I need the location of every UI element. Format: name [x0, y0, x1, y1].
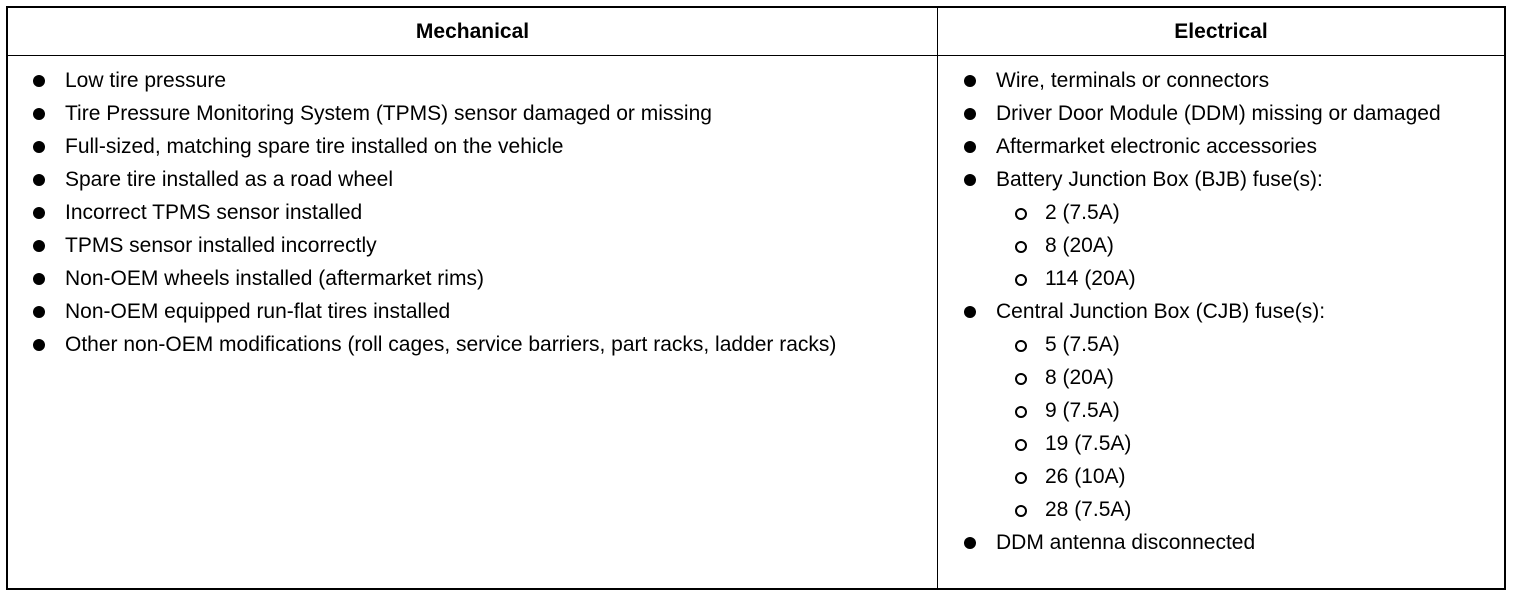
list-item-text: Spare tire installed as a road wheel	[65, 168, 394, 191]
circle-bullet-icon	[1015, 439, 1027, 451]
fuse-item	[996, 429, 1486, 459]
fuse-item-text: 5 (7.5A)	[1045, 333, 1120, 356]
fuse-item-text: 28 (7.5A)	[1045, 498, 1132, 521]
bullet-icon	[964, 75, 976, 87]
electrical-list	[938, 56, 1504, 558]
mechanical-list	[8, 56, 937, 360]
bullet-icon	[33, 339, 45, 351]
bullet-icon	[964, 174, 976, 186]
list-item-text: Incorrect TPMS sensor installed	[65, 201, 363, 224]
circle-bullet-icon	[1015, 406, 1027, 418]
fuse-item-text: 8 (20A)	[1045, 234, 1114, 257]
circle-bullet-icon	[1015, 373, 1027, 385]
circle-bullet-icon	[1015, 274, 1027, 286]
fuse-sublist	[996, 330, 1486, 525]
fuse-item	[996, 396, 1486, 426]
list-item	[8, 66, 937, 96]
list-item-text: Non-OEM wheels installed (aftermarket rims)	[65, 267, 484, 290]
fuse-item-text: 114 (20A)	[1045, 267, 1136, 290]
list-item-text: Non-OEM equipped run-flat tires installed	[65, 300, 451, 323]
table-header-row	[8, 8, 1504, 56]
circle-bullet-icon	[1015, 505, 1027, 517]
fuse-item-text: 2 (7.5A)	[1045, 201, 1120, 224]
fuse-item-text: 26 (10A)	[1045, 465, 1126, 488]
bullet-icon	[33, 141, 45, 153]
list-item	[938, 165, 1504, 294]
list-item-text: Driver Door Module (DDM) missing or damaged	[996, 102, 1441, 125]
diagnostic-table	[6, 6, 1506, 590]
header-mechanical: Mechanical	[415, 20, 530, 43]
fuse-item-text: 19 (7.5A)	[1045, 432, 1132, 455]
list-item-text: Aftermarket electronic accessories	[996, 135, 1317, 158]
fuse-item	[996, 462, 1486, 492]
list-item	[938, 528, 1504, 558]
fuse-item	[996, 198, 1486, 228]
bullet-icon	[33, 207, 45, 219]
list-item	[8, 198, 937, 228]
list-item-text: DDM antenna disconnected	[996, 531, 1256, 554]
fuse-sublist	[996, 198, 1486, 294]
fuse-item	[996, 363, 1486, 393]
circle-bullet-icon	[1015, 472, 1027, 484]
circle-bullet-icon	[1015, 208, 1027, 220]
bullet-icon	[964, 141, 976, 153]
list-item	[8, 330, 937, 360]
list-item-text: Wire, terminals or connectors	[996, 69, 1270, 92]
bullet-icon	[33, 75, 45, 87]
bullet-icon	[33, 174, 45, 186]
list-item	[8, 231, 937, 261]
list-item-text: Full-sized, matching spare tire installed on the vehicle	[65, 135, 564, 158]
list-item-text: Tire Pressure Monitoring System (TPMS) sensor damaged or missing	[65, 102, 712, 125]
bullet-icon	[964, 306, 976, 318]
list-item	[938, 297, 1504, 525]
list-item	[8, 297, 937, 327]
circle-bullet-icon	[1015, 340, 1027, 352]
list-item-text: TPMS sensor installed incorrectly	[65, 234, 377, 257]
list-item-text: Central Junction Box (CJB) fuse(s):	[996, 300, 1326, 323]
electrical-column	[938, 56, 1504, 561]
bullet-icon	[964, 108, 976, 120]
circle-bullet-icon	[1015, 241, 1027, 253]
list-item	[938, 99, 1504, 129]
fuse-item	[996, 231, 1486, 261]
fuse-item-text: 9 (7.5A)	[1045, 399, 1120, 422]
header-electrical: Electrical	[1174, 20, 1268, 43]
list-item	[8, 165, 937, 195]
list-item	[8, 99, 937, 129]
list-item-text: Low tire pressure	[65, 69, 227, 92]
fuse-item	[996, 330, 1486, 360]
bullet-icon	[33, 306, 45, 318]
bullet-icon	[33, 240, 45, 252]
fuse-item	[996, 264, 1486, 294]
bullet-icon	[33, 273, 45, 285]
bullet-icon	[964, 537, 976, 549]
list-item	[938, 132, 1504, 162]
list-item	[8, 132, 937, 162]
fuse-item-text: 8 (20A)	[1045, 366, 1114, 389]
list-item-text: Other non-OEM modifications (roll cages, service barriers, part racks, ladder racks)	[65, 333, 837, 356]
mechanical-column	[8, 56, 937, 363]
list-item-text: Battery Junction Box (BJB) fuse(s):	[996, 168, 1323, 191]
fuse-item	[996, 495, 1486, 525]
list-item	[938, 66, 1504, 96]
bullet-icon	[33, 108, 45, 120]
list-item	[8, 264, 937, 294]
